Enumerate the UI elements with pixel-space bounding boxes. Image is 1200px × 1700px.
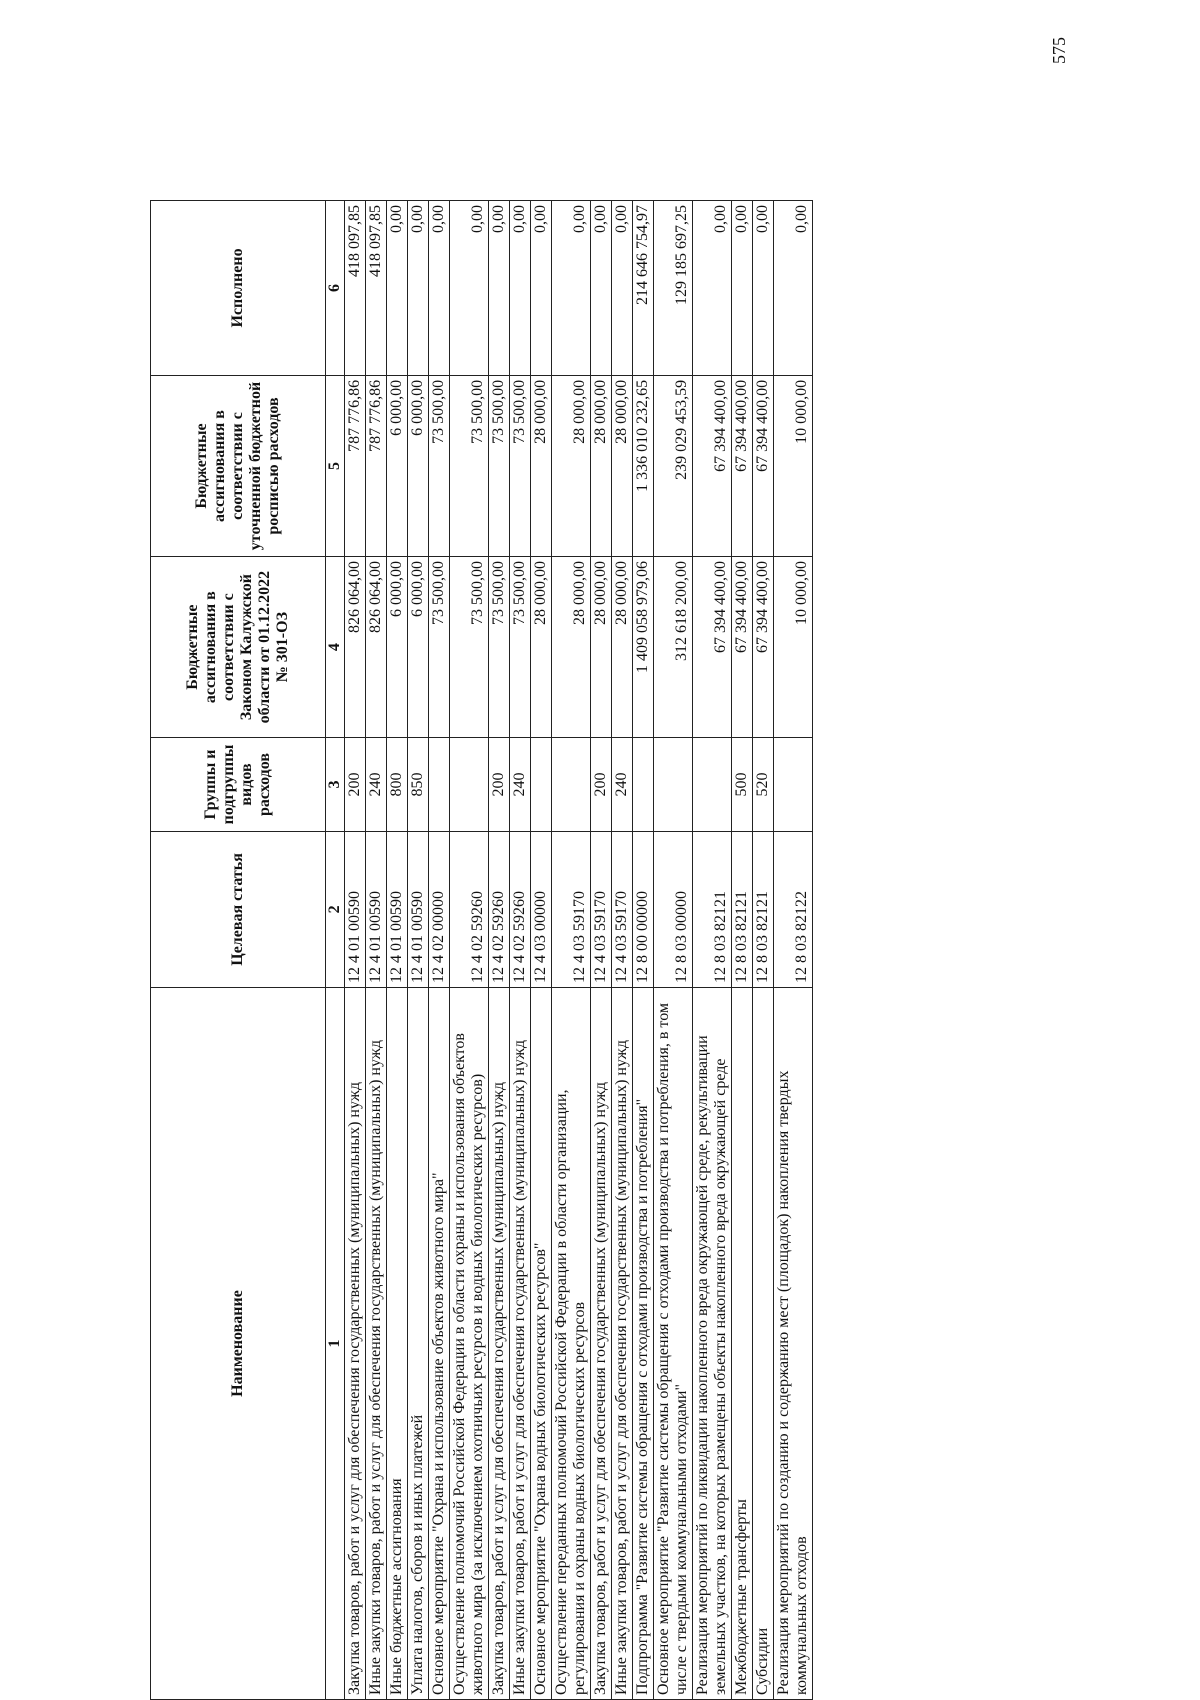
row-target-article: 12 4 02 59260 bbox=[450, 831, 489, 987]
row-expense-group bbox=[633, 738, 654, 832]
row-expense-group bbox=[693, 738, 732, 832]
row-expense-group: 800 bbox=[387, 738, 408, 832]
row-plan-amount: 787 776,86 bbox=[345, 375, 366, 556]
table-row bbox=[408, 201, 429, 1700]
row-target-article: 12 8 03 00000 bbox=[654, 831, 693, 987]
row-name: Иные бюджетные ассигнования bbox=[387, 987, 408, 1699]
table-row bbox=[591, 201, 612, 1700]
row-law-amount: 73 500,00 bbox=[429, 557, 450, 738]
row-expense-group bbox=[531, 738, 552, 832]
column-number: 3 bbox=[326, 738, 345, 832]
row-target-article: 12 4 03 00000 bbox=[531, 831, 552, 987]
row-target-article: 12 4 02 59260 bbox=[489, 831, 510, 987]
row-expense-group bbox=[429, 738, 450, 832]
row-expense-group bbox=[774, 738, 813, 832]
row-name: Реализация мероприятий по созданию и содержанию мест (площадок) накопления твердых коммунальных отходов bbox=[774, 987, 813, 1699]
row-plan-amount: 787 776,86 bbox=[366, 375, 387, 556]
row-plan-amount: 73 500,00 bbox=[429, 375, 450, 556]
row-law-amount: 28 000,00 bbox=[531, 557, 552, 738]
row-law-amount: 28 000,00 bbox=[591, 557, 612, 738]
column-number: 4 bbox=[326, 557, 345, 738]
row-target-article: 12 4 03 59170 bbox=[612, 831, 633, 987]
table-row bbox=[612, 201, 633, 1700]
table-row bbox=[450, 201, 489, 1700]
row-target-article: 12 4 01 00590 bbox=[345, 831, 366, 987]
row-plan-amount: 6 000,00 bbox=[387, 375, 408, 556]
table-row bbox=[489, 201, 510, 1700]
row-law-amount: 6 000,00 bbox=[387, 557, 408, 738]
column-number: 1 bbox=[326, 987, 345, 1699]
row-name: Иные закупки товаров, работ и услуг для обеспечения государственных (муниципальных) нужд bbox=[612, 987, 633, 1699]
row-executed-amount: 129 185 697,25 bbox=[654, 201, 693, 376]
row-plan-amount: 73 500,00 bbox=[450, 375, 489, 556]
header-executed: Исполнено bbox=[151, 201, 326, 376]
budget-table bbox=[150, 200, 813, 1700]
row-executed-amount: 0,00 bbox=[732, 201, 753, 376]
column-number-row bbox=[326, 201, 345, 1700]
row-law-amount: 67 394 400,00 bbox=[732, 557, 753, 738]
table-row bbox=[774, 201, 813, 1700]
row-name: Уплата налогов, сборов и иных платежей bbox=[408, 987, 429, 1699]
row-executed-amount: 418 097,85 bbox=[366, 201, 387, 376]
row-executed-amount: 0,00 bbox=[408, 201, 429, 376]
row-law-amount: 826 064,00 bbox=[366, 557, 387, 738]
header-row bbox=[151, 201, 326, 1700]
row-expense-group: 200 bbox=[345, 738, 366, 832]
row-law-amount: 6 000,00 bbox=[408, 557, 429, 738]
row-target-article: 12 4 01 00590 bbox=[408, 831, 429, 987]
row-expense-group: 850 bbox=[408, 738, 429, 832]
row-plan-amount: 73 500,00 bbox=[489, 375, 510, 556]
row-name: Основное мероприятие "Охрана водных биологических ресурсов" bbox=[531, 987, 552, 1699]
row-name: Основное мероприятие "Развитие системы обращения с отходами производства и потребления, в том числе с твердыми коммунальными отходами" bbox=[654, 987, 693, 1699]
row-expense-group: 240 bbox=[366, 738, 387, 832]
row-name: Осуществление переданных полномочий Российской Федерации в области организации, регулирования и охраны водных биологических ресурсов bbox=[552, 987, 591, 1699]
column-number: 5 bbox=[326, 375, 345, 556]
row-expense-group: 520 bbox=[753, 738, 774, 832]
row-name: Основное мероприятие "Охрана и использование объектов животного мира" bbox=[429, 987, 450, 1699]
row-law-amount: 67 394 400,00 bbox=[753, 557, 774, 738]
row-plan-amount: 73 500,00 bbox=[510, 375, 531, 556]
row-name: Реализация мероприятий по ликвидации накопленного вреда окружающей среде, рекультивации земельных участков, на которых размещены объекты накопленного вреда окружающей среде bbox=[693, 987, 732, 1699]
table-row bbox=[387, 201, 408, 1700]
row-expense-group: 500 bbox=[732, 738, 753, 832]
row-plan-amount: 239 029 453,59 bbox=[654, 375, 693, 556]
table-row bbox=[366, 201, 387, 1700]
table-row bbox=[429, 201, 450, 1700]
row-name: Закупка товаров, работ и услуг для обеспечения государственных (муниципальных) нужд bbox=[345, 987, 366, 1699]
row-name: Межбюджетные трансферты bbox=[732, 987, 753, 1699]
row-target-article: 12 8 03 82121 bbox=[753, 831, 774, 987]
row-plan-amount: 6 000,00 bbox=[408, 375, 429, 556]
header-law-allocations: Бюджетные ассигнования в соответствии с Законом Калужской области от 01.12.2022 № 301-ОЗ bbox=[151, 557, 326, 738]
row-plan-amount: 28 000,00 bbox=[552, 375, 591, 556]
row-expense-group bbox=[450, 738, 489, 832]
row-target-article: 12 4 03 59170 bbox=[591, 831, 612, 987]
table-row bbox=[552, 201, 591, 1700]
row-target-article: 12 8 00 00000 bbox=[633, 831, 654, 987]
header-plan-allocations: Бюджетные ассигнования в соответствии с уточненной бюджетной росписью расходов bbox=[151, 375, 326, 556]
row-expense-group: 240 bbox=[612, 738, 633, 832]
row-law-amount: 73 500,00 bbox=[489, 557, 510, 738]
row-name: Закупка товаров, работ и услуг для обеспечения государственных (муниципальных) нужд bbox=[489, 987, 510, 1699]
row-executed-amount: 0,00 bbox=[450, 201, 489, 376]
row-name: Субсидии bbox=[753, 987, 774, 1699]
table-row bbox=[633, 201, 654, 1700]
row-target-article: 12 4 02 59260 bbox=[510, 831, 531, 987]
header-name: Наименование bbox=[151, 987, 326, 1699]
row-expense-group: 200 bbox=[591, 738, 612, 832]
row-expense-group bbox=[654, 738, 693, 832]
table-row bbox=[732, 201, 753, 1700]
row-executed-amount: 0,00 bbox=[693, 201, 732, 376]
row-name: Осуществление полномочий Российской Федерации в области охраны и использования объектов животного мира (за исключением охотничьих ресурсов и водных биологических ресурсов) bbox=[450, 987, 489, 1699]
row-executed-amount: 0,00 bbox=[753, 201, 774, 376]
row-expense-group: 240 bbox=[510, 738, 531, 832]
row-target-article: 12 4 02 00000 bbox=[429, 831, 450, 987]
row-name: Закупка товаров, работ и услуг для обеспечения государственных (муниципальных) нужд bbox=[591, 987, 612, 1699]
row-name: Иные закупки товаров, работ и услуг для обеспечения государственных (муниципальных) нужд bbox=[510, 987, 531, 1699]
row-plan-amount: 67 394 400,00 bbox=[732, 375, 753, 556]
row-law-amount: 312 618 200,00 bbox=[654, 557, 693, 738]
row-expense-group bbox=[552, 738, 591, 832]
row-plan-amount: 1 336 010 232,65 bbox=[633, 375, 654, 556]
row-executed-amount: 0,00 bbox=[591, 201, 612, 376]
row-target-article: 12 8 03 82122 bbox=[774, 831, 813, 987]
table-row bbox=[753, 201, 774, 1700]
row-law-amount: 826 064,00 bbox=[345, 557, 366, 738]
row-plan-amount: 67 394 400,00 bbox=[753, 375, 774, 556]
column-number: 6 bbox=[326, 201, 345, 376]
row-law-amount: 73 500,00 bbox=[450, 557, 489, 738]
row-target-article: 12 4 01 00590 bbox=[387, 831, 408, 987]
row-plan-amount: 10 000,00 bbox=[774, 375, 813, 556]
row-executed-amount: 0,00 bbox=[612, 201, 633, 376]
row-law-amount: 28 000,00 bbox=[612, 557, 633, 738]
header-target-article: Целевая статья bbox=[151, 831, 326, 987]
row-name: Иные закупки товаров, работ и услуг для обеспечения государственных (муниципальных) нужд bbox=[366, 987, 387, 1699]
header-expense-groups: Группы и подгруппы видов расходов bbox=[151, 738, 326, 832]
row-target-article: 12 8 03 82121 bbox=[693, 831, 732, 987]
table-row bbox=[654, 201, 693, 1700]
table-body bbox=[345, 201, 813, 1700]
row-target-article: 12 8 03 82121 bbox=[732, 831, 753, 987]
row-law-amount: 73 500,00 bbox=[510, 557, 531, 738]
row-executed-amount: 0,00 bbox=[552, 201, 591, 376]
row-executed-amount: 418 097,85 bbox=[345, 201, 366, 376]
row-target-article: 12 4 03 59170 bbox=[552, 831, 591, 987]
table-row bbox=[345, 201, 366, 1700]
row-target-article: 12 4 01 00590 bbox=[366, 831, 387, 987]
row-plan-amount: 67 394 400,00 bbox=[693, 375, 732, 556]
row-expense-group: 200 bbox=[489, 738, 510, 832]
row-plan-amount: 28 000,00 bbox=[591, 375, 612, 556]
row-plan-amount: 28 000,00 bbox=[531, 375, 552, 556]
row-law-amount: 28 000,00 bbox=[552, 557, 591, 738]
row-law-amount: 1 409 058 979,06 bbox=[633, 557, 654, 738]
row-executed-amount: 0,00 bbox=[489, 201, 510, 376]
row-plan-amount: 28 000,00 bbox=[612, 375, 633, 556]
row-executed-amount: 0,00 bbox=[387, 201, 408, 376]
table-row bbox=[510, 201, 531, 1700]
row-executed-amount: 0,00 bbox=[429, 201, 450, 376]
rotated-table-container bbox=[150, 200, 1070, 1700]
row-law-amount: 10 000,00 bbox=[774, 557, 813, 738]
table-row bbox=[531, 201, 552, 1700]
column-number: 2 bbox=[326, 831, 345, 987]
table-row bbox=[693, 201, 732, 1700]
row-name: Подпрограмма "Развитие системы обращения с отходами производства и потребления" bbox=[633, 987, 654, 1699]
row-executed-amount: 214 646 754,97 bbox=[633, 201, 654, 376]
row-executed-amount: 0,00 bbox=[774, 201, 813, 376]
row-executed-amount: 0,00 bbox=[510, 201, 531, 376]
row-law-amount: 67 394 400,00 bbox=[693, 557, 732, 738]
row-executed-amount: 0,00 bbox=[531, 201, 552, 376]
page-number: 575 bbox=[1049, 37, 1069, 64]
